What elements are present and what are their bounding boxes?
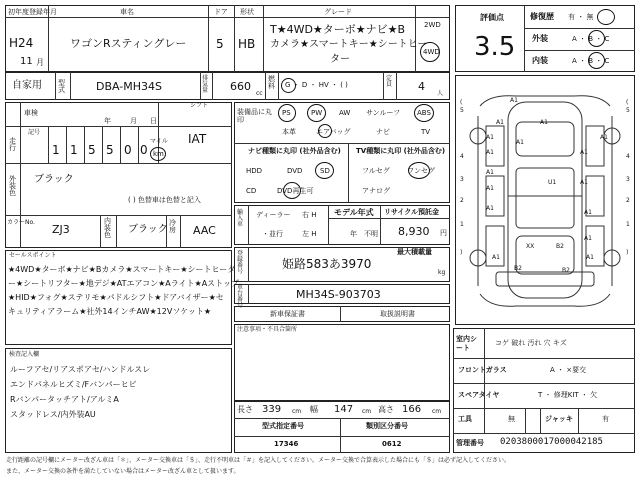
inspector-line-4: スタッドレス/内外装AU [10,410,96,419]
displacement-value: 660 [230,80,251,93]
shape-label: 形状 [240,8,254,16]
navi-dvd: DVD [287,167,303,175]
inspector-line-2: エンドパネルヒズミ/Fバンパーヒビ [10,380,137,389]
tools-label: 工具 [458,415,472,423]
scale-right: 5 [626,107,630,114]
scale-left: 4 [460,153,464,160]
car-outline [456,76,634,324]
interior-sheet-label: 室内シート [456,335,477,353]
shift-value: IAT [188,132,207,146]
inspection-year: 年 [104,117,111,125]
repair-options: 有 ・ 無 [568,13,594,21]
damage-code: A1 [510,97,518,104]
type-value: 17346 [274,440,299,448]
sales-line-3: ★HID★フォグ★ステリモ★パドルシフト★ドアバイザー★セ [8,293,224,302]
class-value: 0612 [382,440,402,448]
import-parallel: ・並行 [262,230,283,238]
height-label: 高さ [378,405,394,414]
mileage-label: 走行 [9,137,16,152]
interior-color-value: ブラック [128,224,168,235]
mileage-digit-3: 5 [88,143,96,157]
equip-ps: PS [282,109,291,117]
person-unit: 人 [437,90,444,97]
class-label: 類別区分番号 [366,422,408,430]
scale-left: 1 [460,221,464,228]
scale-right: 2 [626,197,630,204]
interior-sheet-options: コゲ 破れ 汚れ 穴 キズ [495,339,567,347]
drive-2wd: 2WD [424,21,441,29]
doors-value: 5 [216,37,224,51]
navi-dvd-play: DVD再生可 [277,187,314,195]
exterior-options: A ・ B ・ C [572,35,610,43]
chassis-label: 車台番号 [237,284,244,309]
recycle-yen: 円 [440,229,447,237]
scale-right: 4 [626,153,630,160]
color-code-value: ZJ3 [52,223,70,236]
scale-right: ) [626,249,629,256]
equip-airbag: エアバッグ [316,128,351,136]
mileage-digit-6: 0 [140,143,148,157]
footer-line-2: また、メーター交換の条件を満たしていない場合はメーター改ざん車として扱います。 [6,468,240,475]
front-glass-options: A ・ ×要交 [550,366,587,374]
model-year-unit: 年 [350,230,357,238]
mileage-unit-label: 記号 [28,129,41,136]
navi-title: ナビ種類に丸印 (社外品含む) [248,147,341,155]
equip-leather: 本革 [282,128,296,136]
grade-line-3: ター [330,54,350,65]
type-label: 型式指定番号 [262,422,304,430]
usage-value: 自家用 [12,80,42,91]
tools-value: 無 [508,415,515,423]
damage-code: A1 [486,169,494,176]
ac-label: 冷房 [169,219,176,234]
scale-left: ( [460,99,463,106]
car-name-label: 車名 [120,8,134,16]
interior-options: A ・ B ・ C [572,57,610,65]
inspection-label: 車検 [24,109,38,117]
shape-value: HB [238,37,256,51]
first-reg-label: 初年度登録年月 [8,8,57,16]
spare-options: T ・ 修理KIT ・ 欠 [538,391,598,399]
first-reg-era: H24 [9,36,34,50]
damage-code: A1 [496,119,504,126]
damage-code: A1 [540,119,548,126]
equip-navi: ナビ [376,128,390,136]
inspection-month: 月 [130,117,137,125]
damage-code: A1 [492,254,500,261]
damage-code: A1 [584,209,592,216]
scale-right: ( [626,99,629,106]
width-value: 147 [334,404,354,415]
model-label: 型式 [58,79,65,94]
sales-label: セールスポイント [9,252,57,259]
fuel-label: 燃料 [268,75,275,90]
score-label: 評価点 [480,13,504,22]
tv-analog: アナログ [362,187,390,195]
displacement-label: 排気量 [202,75,209,94]
shift-label: シフト [190,102,209,109]
repair-label: 修復歴 [530,12,554,21]
sales-line-2: ー★シートリフター★地デジ★ATエアコン★Aライト★Aストップ [8,279,239,288]
damage-code: A1 [486,205,494,212]
mileage-unit-km: km [153,150,164,158]
model-year-label: モデル年式 [334,208,374,217]
capacity-label: 定員 [386,75,393,88]
max-load-label: 最大積載量 [397,248,432,256]
equip-sunroof: サンルーフ [366,109,401,117]
capacity-value: 4 [418,80,425,93]
notice-label: 注意事項・不具合箇所 [237,326,298,333]
grade-label: グレード [324,8,352,16]
manual: 取扱説明書 [380,310,415,318]
score-value: 3.5 [474,32,516,62]
import-label: 輸入車 [237,209,244,228]
damage-code: B2 [556,243,564,250]
grade-line-2: カメラ★スマートキー★シートヒー [270,39,428,50]
model-value: DBA-MH34S [96,80,163,93]
import-right: 右 H [302,211,317,219]
color-code-label: カラーNo. [7,219,35,226]
damage-code: A1 [580,149,588,156]
damage-code: XX [526,243,535,250]
registration-value: 姫路583あ3970 [282,257,372,271]
interior-color-label: 内装色 [104,217,111,239]
equip-pw: PW [311,109,323,117]
scale-right: 1 [626,221,630,228]
grade-line-1: T★4WD★ターボ★ナビ★B [270,23,406,36]
inspector-line-1: ルーフアセ/リアスポアセ/ハンドルスレ [10,365,151,374]
length-label: 長さ [237,405,253,414]
management-value: 0203800017000042185 [500,437,603,447]
damage-diagram [455,75,635,325]
fuel-options: G ・ D ・ HV ・ ( ) [285,81,348,89]
drive-4wd: 4WD [423,48,440,56]
equip-aw: AW [339,109,351,117]
equip-abs: ABS [417,109,431,117]
scale-left: ) [460,249,463,256]
height-value: 166 [402,404,422,415]
damage-code: B2 [514,265,522,272]
damage-code: A1 [486,149,494,156]
jack-label: ジャッキ [545,415,573,423]
mileage-digit-2: 1 [70,143,78,157]
repair-no-circle [597,9,615,25]
interior-label: 内装 [532,56,548,65]
scale-left: 5 [460,107,464,114]
front-glass-label: フロントガラス [458,366,507,374]
height-cm: cm [432,408,442,415]
damage-code: A1 [586,254,594,261]
damage-code: A1 [580,179,588,186]
damage-code: A1 [584,235,592,242]
damage-code: A1 [486,134,494,141]
max-load-kg: kg [438,269,446,276]
equip-tv: TV [421,128,431,136]
footer-line-1: 走行距離の記号欄にメーター改ざん車は「＊」、メーター交換車は「＄」、走行不明車は「＃」を記入してください。メーター交換で合算表示した場合にも「＄」は必ず記入してください。 [6,457,511,464]
management-label: 管理番号 [456,439,484,447]
navi-hdd: HDD [246,167,263,175]
chassis-value: MH34S-903703 [296,288,381,301]
sales-line-4: キュリティアラーム★社外14インチAW★12Vソケット★ [8,307,212,316]
jack-value: 有 [602,415,609,423]
color-note: ( ) 色替車は色替と記入 [128,196,201,204]
width-cm: cm [362,408,372,415]
recycle-value: 8,930 [398,225,430,238]
spare-label: スペアタイヤ [458,391,500,399]
tv-oneseg: ワンセグ [407,167,435,175]
warranty-block [234,306,450,322]
month-unit: 月 [36,58,44,67]
inspector-line-3: Rバンパータッチアト/アルミA [10,395,119,404]
mileage-digit-1: 1 [52,143,60,157]
damage-code: A1 [516,139,524,146]
mileage-digit-4: 5 [106,143,114,157]
length-cm: cm [292,408,302,415]
model-year-value: 不明 [364,230,378,238]
scale-right: 3 [626,176,630,183]
width-label: 幅 [310,405,318,414]
car-name: ワゴンRスティングレー [70,37,187,50]
ac-value: AAC [193,224,216,237]
color-label: 外装色 [9,175,16,197]
import-dealer: ディーラー [256,211,291,219]
damage-code: A1 [600,134,608,141]
airbag-circle [318,124,332,138]
notice-block [234,324,450,401]
inspection-day: 日 [150,117,157,125]
import-left: 左 H [302,230,317,238]
tv-fullseg: フルセグ [362,167,390,175]
color-value: ブラック [34,174,74,185]
exterior-label: 外装 [532,34,548,43]
sales-line-1: ★4WD★ターボ★ナビ★Bカメラ★スマートキー★シートヒータ [8,265,236,274]
scale-left: 2 [460,197,464,204]
doors-label: ドア [214,8,228,16]
first-reg-month: 11 [20,56,33,67]
mileage-digit-5: 0 [124,143,132,157]
cc-unit: cc [256,90,263,97]
length-value: 339 [262,404,282,415]
damage-code: B2 [562,267,570,274]
navi-cd: CD [246,187,257,195]
tv-title: TV種類に丸印 (社外品含む) [356,147,446,155]
damage-code: A1 [486,185,494,192]
mileage-unit-mile: マイル [150,138,168,145]
scale-left: 3 [460,176,464,183]
equipment-label: 装備品に丸印 [237,108,272,125]
damage-code: U1 [548,179,557,186]
inspector-label: 検査記入欄 [9,351,40,358]
registration-label: 登録番号 [237,250,244,275]
new-car-warranty: 新車保証書 [270,310,305,318]
recycle-label: リサイクル預託金 [384,208,440,216]
navi-sd: SD [320,167,330,175]
